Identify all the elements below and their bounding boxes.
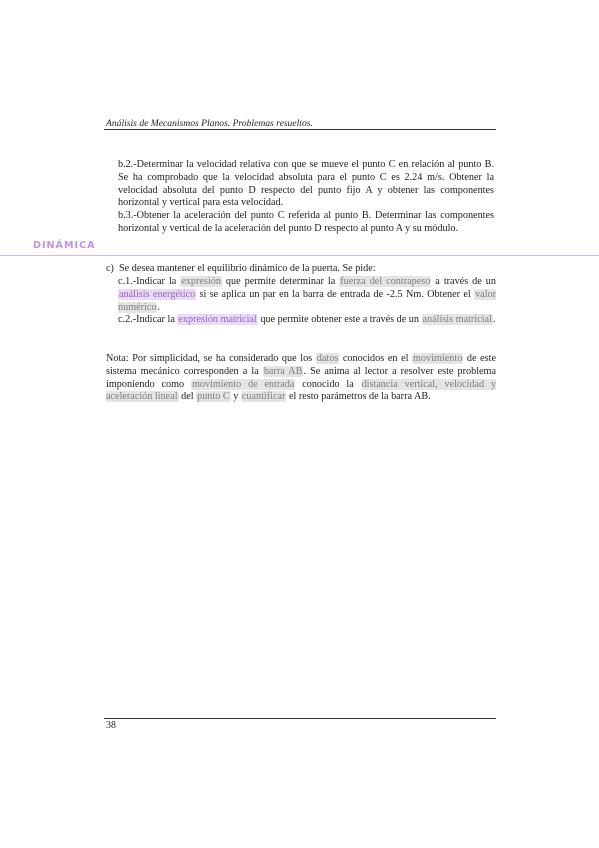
nota-text-2: conocidos en el <box>339 353 413 364</box>
paragraph-c2 <box>118 314 496 327</box>
header-rule <box>104 129 496 130</box>
list-marker: c) <box>106 263 114 274</box>
c1-text-2: que permite determinar la <box>221 276 340 287</box>
c-intro-text: Se desea mantener el equilibrio dinámico de la puerta. Se pide: <box>119 263 376 274</box>
highlight-barra-ab: barra AB <box>263 365 303 377</box>
page-number: 38 <box>106 720 116 731</box>
nota-text-4: . Se anima al lector a resolver este problema imponiendo como <box>106 365 496 390</box>
note-paragraph <box>106 353 496 404</box>
section-tag-dinamica: DINÁMICA <box>33 240 96 251</box>
paragraph-b3: b.3.-Obtener la aceleración del punto C referida al punto B. Determinar las componentes horizontal y vertical de la aceleración del punto D respecto al punto A y su módulo. <box>118 210 494 234</box>
c1-text-1: c.1.-Indicar la <box>118 276 181 287</box>
footer-rule <box>104 718 496 719</box>
nota-text-5: conocido la <box>295 378 361 390</box>
running-header: Análisis de Mecanismos Planos. Problemas resueltos. <box>106 118 313 129</box>
c1-text-5: . <box>157 301 161 313</box>
highlight-valor-numerico: valor numérico <box>118 288 497 313</box>
nota-text-1: Nota: Por simplicidad, se ha considerado que los <box>106 353 316 364</box>
nota-text-6: del <box>178 391 197 403</box>
c2-text-3: . <box>492 314 496 325</box>
paragraph-c1 <box>118 276 496 314</box>
paragraph-c-intro <box>106 263 496 276</box>
nota-text-7: y <box>230 391 241 403</box>
highlight-expresion: expresión <box>181 276 221 287</box>
paragraph-b2: b.2.-Determinar la velocidad relativa con que se mueve el punto C en relación al punto B. Se ha comprobado que la velocidad absoluta para el punto C es 2.24 m/s. Obtener la velocidad absoluta del punto D respecto del punto fijo A y obtener las componentes horizontal y vertical para esta velocidad. <box>118 159 494 209</box>
highlight-distancia-velocidad-aceleracion: distancia vertical, velocidad y aceleración lineal <box>106 378 497 403</box>
highlight-analisis-energetico: análisis energético <box>119 288 196 300</box>
c2-text-1: c.2.-Indicar la <box>118 314 178 325</box>
c2-text-2: que permite obtener este a través de un <box>257 314 422 325</box>
highlight-analisis-matricial: análisis matricial <box>422 314 492 325</box>
highlight-fuerza-contrapeso: fuerza del contrapeso <box>340 276 431 287</box>
highlight-movimiento-entrada: movimiento de entrada <box>191 378 295 390</box>
highlight-expresion-matricial: expresión matricial <box>178 314 257 325</box>
nota-text-3: de este sistema mecánico corresponden a la <box>106 353 496 377</box>
highlight-datos: datos <box>316 353 339 364</box>
highlight-punto-c: punto C <box>197 391 230 403</box>
highlight-movimiento: movimiento <box>413 353 463 364</box>
c1-text-4: si se aplica un par en la barra de entrada de -2.5 Nm. Obtener el <box>196 288 475 300</box>
nota-text-8: el resto parámetros de la barra AB. <box>286 391 431 403</box>
section-rule <box>0 255 599 256</box>
c1-text-3: a través de un <box>431 276 496 287</box>
highlight-cuantificar: cuantificar <box>241 391 286 403</box>
